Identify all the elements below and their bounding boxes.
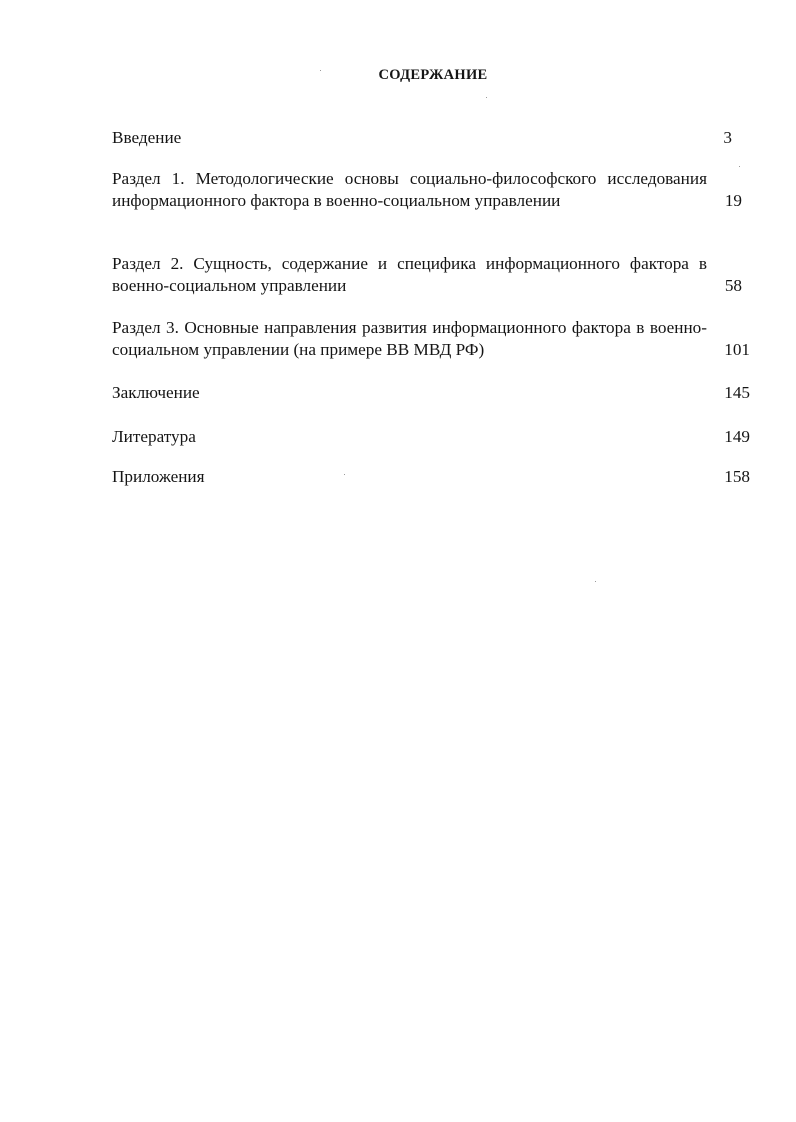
- toc-entry-section-2: [112, 253, 754, 296]
- toc-entry-text: Раздел 2. Сущность, содержание и специфика информационного фактора в военно-социальном управлении: [112, 254, 707, 295]
- toc-entry-introduction: [112, 127, 754, 149]
- toc-entry-text: Приложения: [112, 467, 205, 486]
- scan-speck: [486, 97, 487, 98]
- toc-entry-appendices: [112, 466, 754, 488]
- toc-entry-literature: [112, 426, 754, 448]
- toc-entry-text: Заключение: [112, 383, 200, 402]
- scan-speck: [344, 474, 345, 475]
- toc-entry-page: 158: [724, 467, 750, 486]
- toc-entry-section-3: [112, 317, 754, 360]
- toc-entry-text: Введение: [112, 128, 182, 147]
- toc-entry-page: 145: [724, 383, 750, 402]
- toc-entry-page: 149: [724, 427, 750, 446]
- toc-entry-text: Раздел 1. Методологические основы социально-философского исследования информационного фактора в военно-социальном управлении: [112, 169, 707, 210]
- toc-entry-page: 101: [724, 339, 750, 359]
- toc-entry-section-1: [112, 168, 754, 211]
- toc-entry-page: 58: [724, 275, 742, 295]
- toc-entry-conclusion: [112, 382, 754, 404]
- toc-entry-page: 19: [724, 190, 742, 210]
- scan-speck: [320, 70, 321, 71]
- toc-entry-text: Раздел 3. Основные направления развития информационного фактора в военно-социальном управлении (на примере ВВ МВД РФ): [112, 318, 707, 359]
- scan-speck: [739, 166, 740, 167]
- toc-entry-page: 3: [723, 128, 732, 147]
- toc-entry-text: Литература: [112, 427, 196, 446]
- page-title: СОДЕРЖАНИЕ: [378, 67, 488, 83]
- scan-speck: [595, 581, 596, 582]
